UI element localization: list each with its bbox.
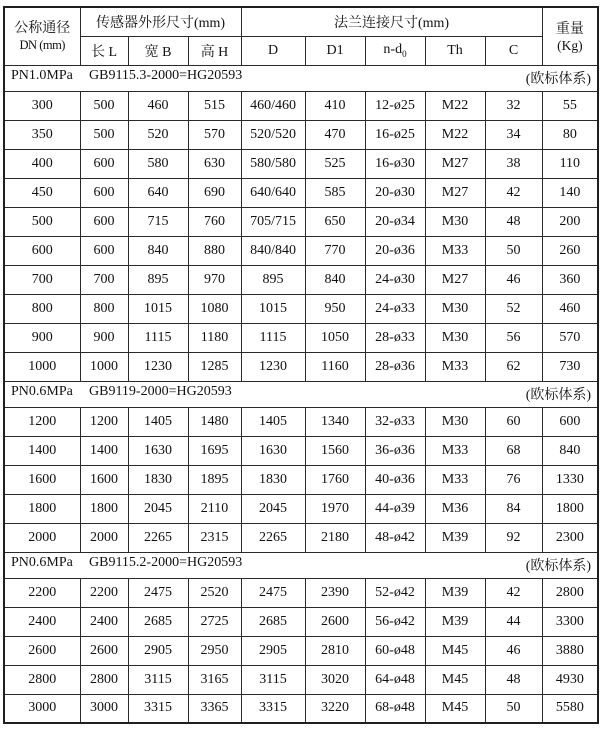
table-cell: 76 [485, 465, 542, 494]
table-cell: 2180 [305, 523, 365, 552]
table-cell: 715 [128, 207, 188, 236]
table-cell: 2600 [305, 607, 365, 636]
table-cell: 56-ø42 [365, 607, 425, 636]
table-cell: 140 [542, 178, 598, 207]
table-cell: M30 [425, 294, 485, 323]
table-cell: 1695 [188, 436, 241, 465]
header-C: C [485, 36, 542, 65]
section-header-row [4, 381, 598, 407]
table-cell: 2300 [542, 523, 598, 552]
table-cell: 2315 [188, 523, 241, 552]
section-pressure-rating: PN0.6MPa [11, 384, 73, 399]
table-cell: 1600 [80, 465, 128, 494]
table-cell: M33 [425, 465, 485, 494]
table-cell: 2800 [542, 578, 598, 607]
table-cell: 690 [188, 178, 241, 207]
table-cell: 64-ø48 [365, 665, 425, 694]
table-row [4, 120, 598, 149]
table-cell: 2600 [80, 636, 128, 665]
table-cell: 34 [485, 120, 542, 149]
table-cell: 38 [485, 149, 542, 178]
table-cell: M45 [425, 636, 485, 665]
header-Th: Th [425, 36, 485, 65]
table-cell: 600 [80, 178, 128, 207]
header-D: D [241, 36, 305, 65]
header-n-d0 [365, 36, 425, 65]
table-cell: 730 [542, 352, 598, 381]
section-standard-system-note: (欧标体系) [525, 388, 592, 403]
table-cell: 460/460 [241, 91, 305, 120]
table-cell: 1800 [542, 494, 598, 523]
table-cell: 470 [305, 120, 365, 149]
table-cell: 570 [188, 120, 241, 149]
table-cell: 1080 [188, 294, 241, 323]
table-cell: 2000 [4, 523, 80, 552]
table-cell: 1230 [241, 352, 305, 381]
flange-dimension-table [3, 6, 599, 724]
table-cell: 24-ø33 [365, 294, 425, 323]
table-cell: 2950 [188, 636, 241, 665]
table-cell: 840 [128, 236, 188, 265]
table-cell: 950 [305, 294, 365, 323]
table-cell: 80 [542, 120, 598, 149]
table-cell: M39 [425, 607, 485, 636]
table-cell: M33 [425, 436, 485, 465]
table-cell: 600 [4, 236, 80, 265]
table-cell: 1800 [80, 494, 128, 523]
table-cell: 970 [188, 265, 241, 294]
table-cell: 2400 [80, 607, 128, 636]
table-cell: 1015 [241, 294, 305, 323]
table-cell: 3020 [305, 665, 365, 694]
table-cell: 50 [485, 694, 542, 723]
table-row [4, 436, 598, 465]
table-cell: 3115 [128, 665, 188, 694]
table-cell: 640/640 [241, 178, 305, 207]
table-cell: 900 [80, 323, 128, 352]
table-cell: 52 [485, 294, 542, 323]
table-cell: M27 [425, 149, 485, 178]
table-cell: 800 [80, 294, 128, 323]
table-row [4, 352, 598, 381]
table-cell: 1405 [128, 407, 188, 436]
table-row [4, 323, 598, 352]
table-cell: 360 [542, 265, 598, 294]
table-cell: 1000 [80, 352, 128, 381]
table-cell: 760 [188, 207, 241, 236]
table-cell: M30 [425, 323, 485, 352]
table-cell: 1285 [188, 352, 241, 381]
table-cell: 570 [542, 323, 598, 352]
table-cell: 28-ø33 [365, 323, 425, 352]
table-cell: 1560 [305, 436, 365, 465]
table-cell: 1115 [128, 323, 188, 352]
table-cell: 84 [485, 494, 542, 523]
table-cell: 1405 [241, 407, 305, 436]
table-cell: 40-ø36 [365, 465, 425, 494]
header-nominal-diameter-title: 公称通径 [14, 21, 71, 36]
table-cell: 32 [485, 91, 542, 120]
table-cell: 2725 [188, 607, 241, 636]
header-weight-title: 重量 [555, 22, 584, 38]
table-cell: 2905 [128, 636, 188, 665]
table-cell: 630 [188, 149, 241, 178]
table-cell: 44-ø39 [365, 494, 425, 523]
table-cell: 48-ø42 [365, 523, 425, 552]
table-row [4, 523, 598, 552]
table-cell: 1200 [4, 407, 80, 436]
table-row [4, 407, 598, 436]
table-cell: 28-ø36 [365, 352, 425, 381]
table-cell: M45 [425, 665, 485, 694]
header-nominal-diameter [4, 7, 80, 65]
table-cell: 2600 [4, 636, 80, 665]
table-row [4, 607, 598, 636]
table-cell: 1400 [4, 436, 80, 465]
table-cell: 2200 [4, 578, 80, 607]
header-flange-dimensions-group: 法兰连接尺寸(mm) [241, 7, 542, 36]
table-cell: M36 [425, 494, 485, 523]
table-cell: 1330 [542, 465, 598, 494]
table-cell: 1200 [80, 407, 128, 436]
table-cell: 3000 [4, 694, 80, 723]
table-cell: 1180 [188, 323, 241, 352]
table-cell: 3365 [188, 694, 241, 723]
table-cell: 20-ø34 [365, 207, 425, 236]
table-cell: 24-ø30 [365, 265, 425, 294]
section-header-cell [4, 552, 598, 578]
table-cell: 2685 [241, 607, 305, 636]
table-row [4, 265, 598, 294]
table-cell: 580/580 [241, 149, 305, 178]
header-row-groups [4, 7, 598, 36]
table-cell: 46 [485, 636, 542, 665]
table-cell: 520/520 [241, 120, 305, 149]
table-cell: 46 [485, 265, 542, 294]
table-cell: 1160 [305, 352, 365, 381]
table-cell: 640 [128, 178, 188, 207]
table-cell: 515 [188, 91, 241, 120]
table-cell: 16-ø25 [365, 120, 425, 149]
table-cell: 1630 [128, 436, 188, 465]
table-cell: 2265 [128, 523, 188, 552]
table-cell: 600 [542, 407, 598, 436]
section-header-row [4, 65, 598, 91]
table-cell: 4930 [542, 665, 598, 694]
table-cell: 600 [80, 149, 128, 178]
table-row [4, 694, 598, 723]
header-n-d0-text: n-d [383, 42, 403, 58]
section-standard-system-note: (欧标体系) [525, 559, 592, 574]
table-cell: 60 [485, 407, 542, 436]
table-cell: 460 [542, 294, 598, 323]
table-row [4, 465, 598, 494]
table-cell: 60-ø48 [365, 636, 425, 665]
table-row [4, 207, 598, 236]
table-cell: 20-ø36 [365, 236, 425, 265]
table-cell: 400 [4, 149, 80, 178]
table-row [4, 636, 598, 665]
table-cell: 36-ø36 [365, 436, 425, 465]
table-header [4, 7, 598, 65]
table-cell: 68 [485, 436, 542, 465]
table-cell: 62 [485, 352, 542, 381]
table-body [4, 65, 598, 723]
table-cell: M45 [425, 694, 485, 723]
section-header-row [4, 552, 598, 578]
table-cell: 200 [542, 207, 598, 236]
table-cell: 2045 [241, 494, 305, 523]
table-cell: 840/840 [241, 236, 305, 265]
header-nominal-diameter-unit: DN (mm) [19, 37, 65, 52]
table-cell: 2475 [128, 578, 188, 607]
header-n-d0-subscript: 0 [402, 48, 407, 59]
table-cell: 1830 [241, 465, 305, 494]
header-weight [542, 7, 598, 65]
table-cell: 1630 [241, 436, 305, 465]
table-cell: 1760 [305, 465, 365, 494]
table-cell: 700 [4, 265, 80, 294]
table-cell: 50 [485, 236, 542, 265]
table-cell: 705/715 [241, 207, 305, 236]
table-cell: 16-ø30 [365, 149, 425, 178]
header-row-columns [4, 36, 598, 65]
header-height-H: 高 H [188, 36, 241, 65]
table-cell: 1015 [128, 294, 188, 323]
table-cell: 42 [485, 178, 542, 207]
table-row [4, 578, 598, 607]
section-standard-code: GB9115.2-2000=HG20593 [89, 555, 243, 570]
table-cell: 56 [485, 323, 542, 352]
table-cell: M27 [425, 178, 485, 207]
table-cell: 2800 [4, 665, 80, 694]
table-cell: 410 [305, 91, 365, 120]
table-cell: 52-ø42 [365, 578, 425, 607]
table-cell: 520 [128, 120, 188, 149]
table-cell: 110 [542, 149, 598, 178]
table-cell: 1115 [241, 323, 305, 352]
header-length-L: 长 L [80, 36, 128, 65]
table-cell: 12-ø25 [365, 91, 425, 120]
table-cell: 3315 [241, 694, 305, 723]
table-cell: 460 [128, 91, 188, 120]
table-cell: 1600 [4, 465, 80, 494]
table-row [4, 294, 598, 323]
table-cell: 3315 [128, 694, 188, 723]
table-cell: 2800 [80, 665, 128, 694]
table-row [4, 149, 598, 178]
table-cell: M22 [425, 91, 485, 120]
table-cell: 1340 [305, 407, 365, 436]
table-cell: 500 [80, 91, 128, 120]
table-cell: 500 [4, 207, 80, 236]
table-cell: 800 [4, 294, 80, 323]
table-row [4, 494, 598, 523]
section-pressure-rating: PN1.0MPa [11, 68, 73, 83]
table-cell: 650 [305, 207, 365, 236]
table-cell: 2110 [188, 494, 241, 523]
section-standard-code: GB9119-2000=HG20593 [89, 384, 232, 399]
header-D1: D1 [305, 36, 365, 65]
table-cell: 770 [305, 236, 365, 265]
table-cell: 3165 [188, 665, 241, 694]
table-cell: M39 [425, 578, 485, 607]
table-cell: 1000 [4, 352, 80, 381]
table-cell: 48 [485, 665, 542, 694]
table-cell: 3220 [305, 694, 365, 723]
table-cell: M39 [425, 523, 485, 552]
table-cell: M33 [425, 236, 485, 265]
table-cell: 3000 [80, 694, 128, 723]
table-cell: 42 [485, 578, 542, 607]
table-cell: 840 [305, 265, 365, 294]
table-row [4, 178, 598, 207]
table-cell: 900 [4, 323, 80, 352]
section-header-cell [4, 381, 598, 407]
section-header-cell [4, 65, 598, 91]
table-row [4, 665, 598, 694]
table-cell: 2400 [4, 607, 80, 636]
table-cell: 2475 [241, 578, 305, 607]
table-cell: 44 [485, 607, 542, 636]
table-cell: 2000 [80, 523, 128, 552]
table-cell: 2685 [128, 607, 188, 636]
table-cell: 500 [80, 120, 128, 149]
table-cell: 2905 [241, 636, 305, 665]
table-cell: 48 [485, 207, 542, 236]
table-cell: M22 [425, 120, 485, 149]
header-width-B: 宽 B [128, 36, 188, 65]
table-cell: 840 [542, 436, 598, 465]
table-cell: 5580 [542, 694, 598, 723]
table-cell: 580 [128, 149, 188, 178]
table-cell: 895 [241, 265, 305, 294]
table-cell: 1830 [128, 465, 188, 494]
table-cell: 1230 [128, 352, 188, 381]
table-cell: M30 [425, 207, 485, 236]
table-cell: 3880 [542, 636, 598, 665]
table-cell: 880 [188, 236, 241, 265]
table-cell: 700 [80, 265, 128, 294]
table-cell: 2045 [128, 494, 188, 523]
header-weight-unit: (Kg) [557, 38, 583, 54]
table-cell: M27 [425, 265, 485, 294]
table-cell: 525 [305, 149, 365, 178]
table-cell: M30 [425, 407, 485, 436]
table-cell: 55 [542, 91, 598, 120]
table-cell: 3115 [241, 665, 305, 694]
table-cell: 1895 [188, 465, 241, 494]
table-cell: 600 [80, 207, 128, 236]
table-cell: 2390 [305, 578, 365, 607]
table-cell: 450 [4, 178, 80, 207]
table-cell: 1800 [4, 494, 80, 523]
table-cell: 92 [485, 523, 542, 552]
table-cell: 2265 [241, 523, 305, 552]
table-cell: 600 [80, 236, 128, 265]
table-cell: 300 [4, 91, 80, 120]
table-cell: 2810 [305, 636, 365, 665]
table-cell: 1480 [188, 407, 241, 436]
table-cell: 260 [542, 236, 598, 265]
table-cell: 585 [305, 178, 365, 207]
table-cell: 32-ø33 [365, 407, 425, 436]
table-cell: 1400 [80, 436, 128, 465]
table-cell: 895 [128, 265, 188, 294]
table-cell: M33 [425, 352, 485, 381]
table-cell: 1050 [305, 323, 365, 352]
table-cell: 1970 [305, 494, 365, 523]
table-cell: 2200 [80, 578, 128, 607]
section-standard-code: GB9115.3-2000=HG20593 [89, 68, 243, 83]
table-cell: 3300 [542, 607, 598, 636]
header-sensor-dimensions-group: 传感器外形尺寸(mm) [80, 7, 241, 36]
table-cell: 20-ø30 [365, 178, 425, 207]
section-pressure-rating: PN0.6MPa [11, 555, 73, 570]
table-row [4, 236, 598, 265]
table-row [4, 91, 598, 120]
table-cell: 68-ø48 [365, 694, 425, 723]
section-standard-system-note: (欧标体系) [525, 72, 592, 87]
table-cell: 350 [4, 120, 80, 149]
table-cell: 2520 [188, 578, 241, 607]
